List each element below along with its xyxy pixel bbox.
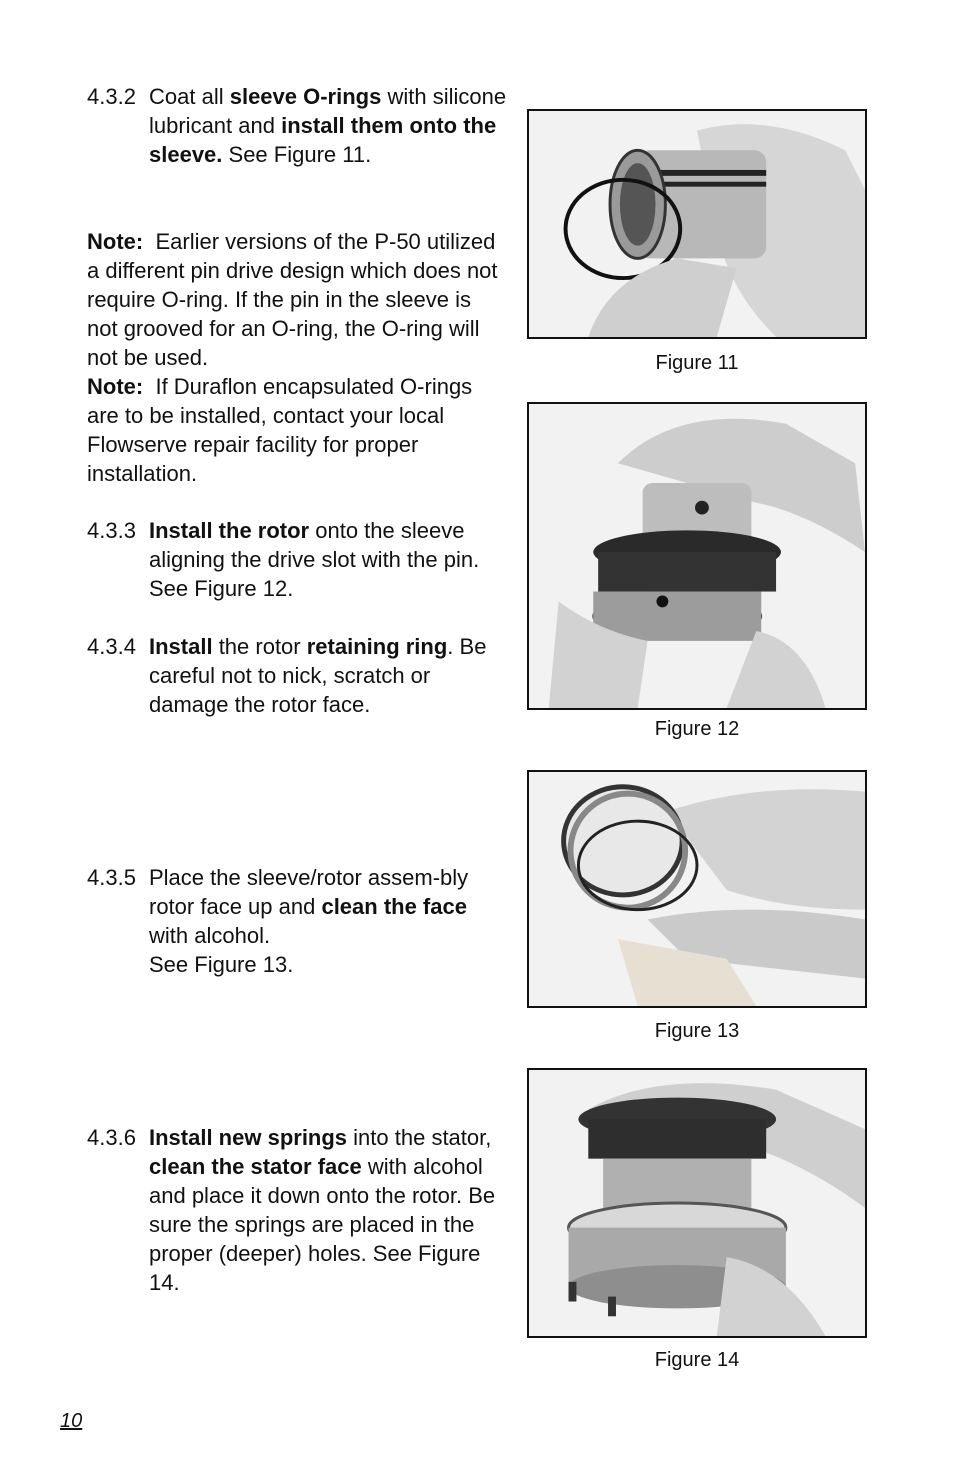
step-number: 4.3.6	[87, 1125, 136, 1150]
step-text: Install new springs into the stator, clean the stator face with alcohol and place it down onto the rotor. Be sure the springs are placed in the proper (deeper) holes. See Figure 14.	[149, 1125, 496, 1295]
figure-12-photo	[527, 402, 867, 710]
figure-13-photo	[527, 770, 867, 1008]
step-4-3-4	[87, 632, 507, 719]
step-4-3-5	[87, 863, 507, 979]
step-4-3-3	[87, 516, 507, 603]
note-label: Note:	[87, 229, 144, 254]
figure-12-caption: Figure 12	[654, 718, 740, 740]
note-pin-drive	[87, 227, 502, 372]
figure-14-photo	[527, 1068, 867, 1338]
step-number: 4.3.2	[87, 84, 136, 109]
figure-11-caption: Figure 11	[655, 352, 739, 374]
step-number: 4.3.5	[87, 865, 136, 890]
step-4-3-2	[87, 82, 507, 169]
step-text: Install the rotor retaining ring. Be careful not to nick, scratch or damage the rotor face.	[149, 634, 487, 717]
step-number: 4.3.4	[87, 634, 136, 659]
step-text: Install the rotor onto the sleeve aligning the drive slot with the pin. See Figure 12.	[149, 518, 480, 601]
step-number: 4.3.3	[87, 518, 136, 543]
step-text: Place the sleeve/rotor assem-bly rotor face up and clean the face with alcohol. See Figure 13.	[149, 865, 469, 977]
note-label: Note:	[87, 374, 144, 399]
note-text: If Duraflon encapsulated O-rings are to be installed, contact your local Flowserve repair facility for proper installation.	[87, 374, 473, 486]
note-duraflon	[87, 372, 502, 488]
step-4-3-6	[87, 1123, 507, 1297]
page-number: 10	[60, 1410, 83, 1432]
figure-14-caption: Figure 14	[654, 1349, 740, 1371]
note-text: Earlier versions of the P-50 utilized a different pin drive design which does not require O-ring. If the pin in the sleeve is not grooved for an O-ring, the O-ring will not be used.	[87, 229, 498, 370]
figure-13-caption: Figure 13	[654, 1020, 740, 1042]
figure-11-photo	[527, 109, 867, 339]
step-text: Coat all sleeve O-rings with silicone lubricant and install them onto the sleeve. See Figure 11.	[149, 84, 507, 167]
